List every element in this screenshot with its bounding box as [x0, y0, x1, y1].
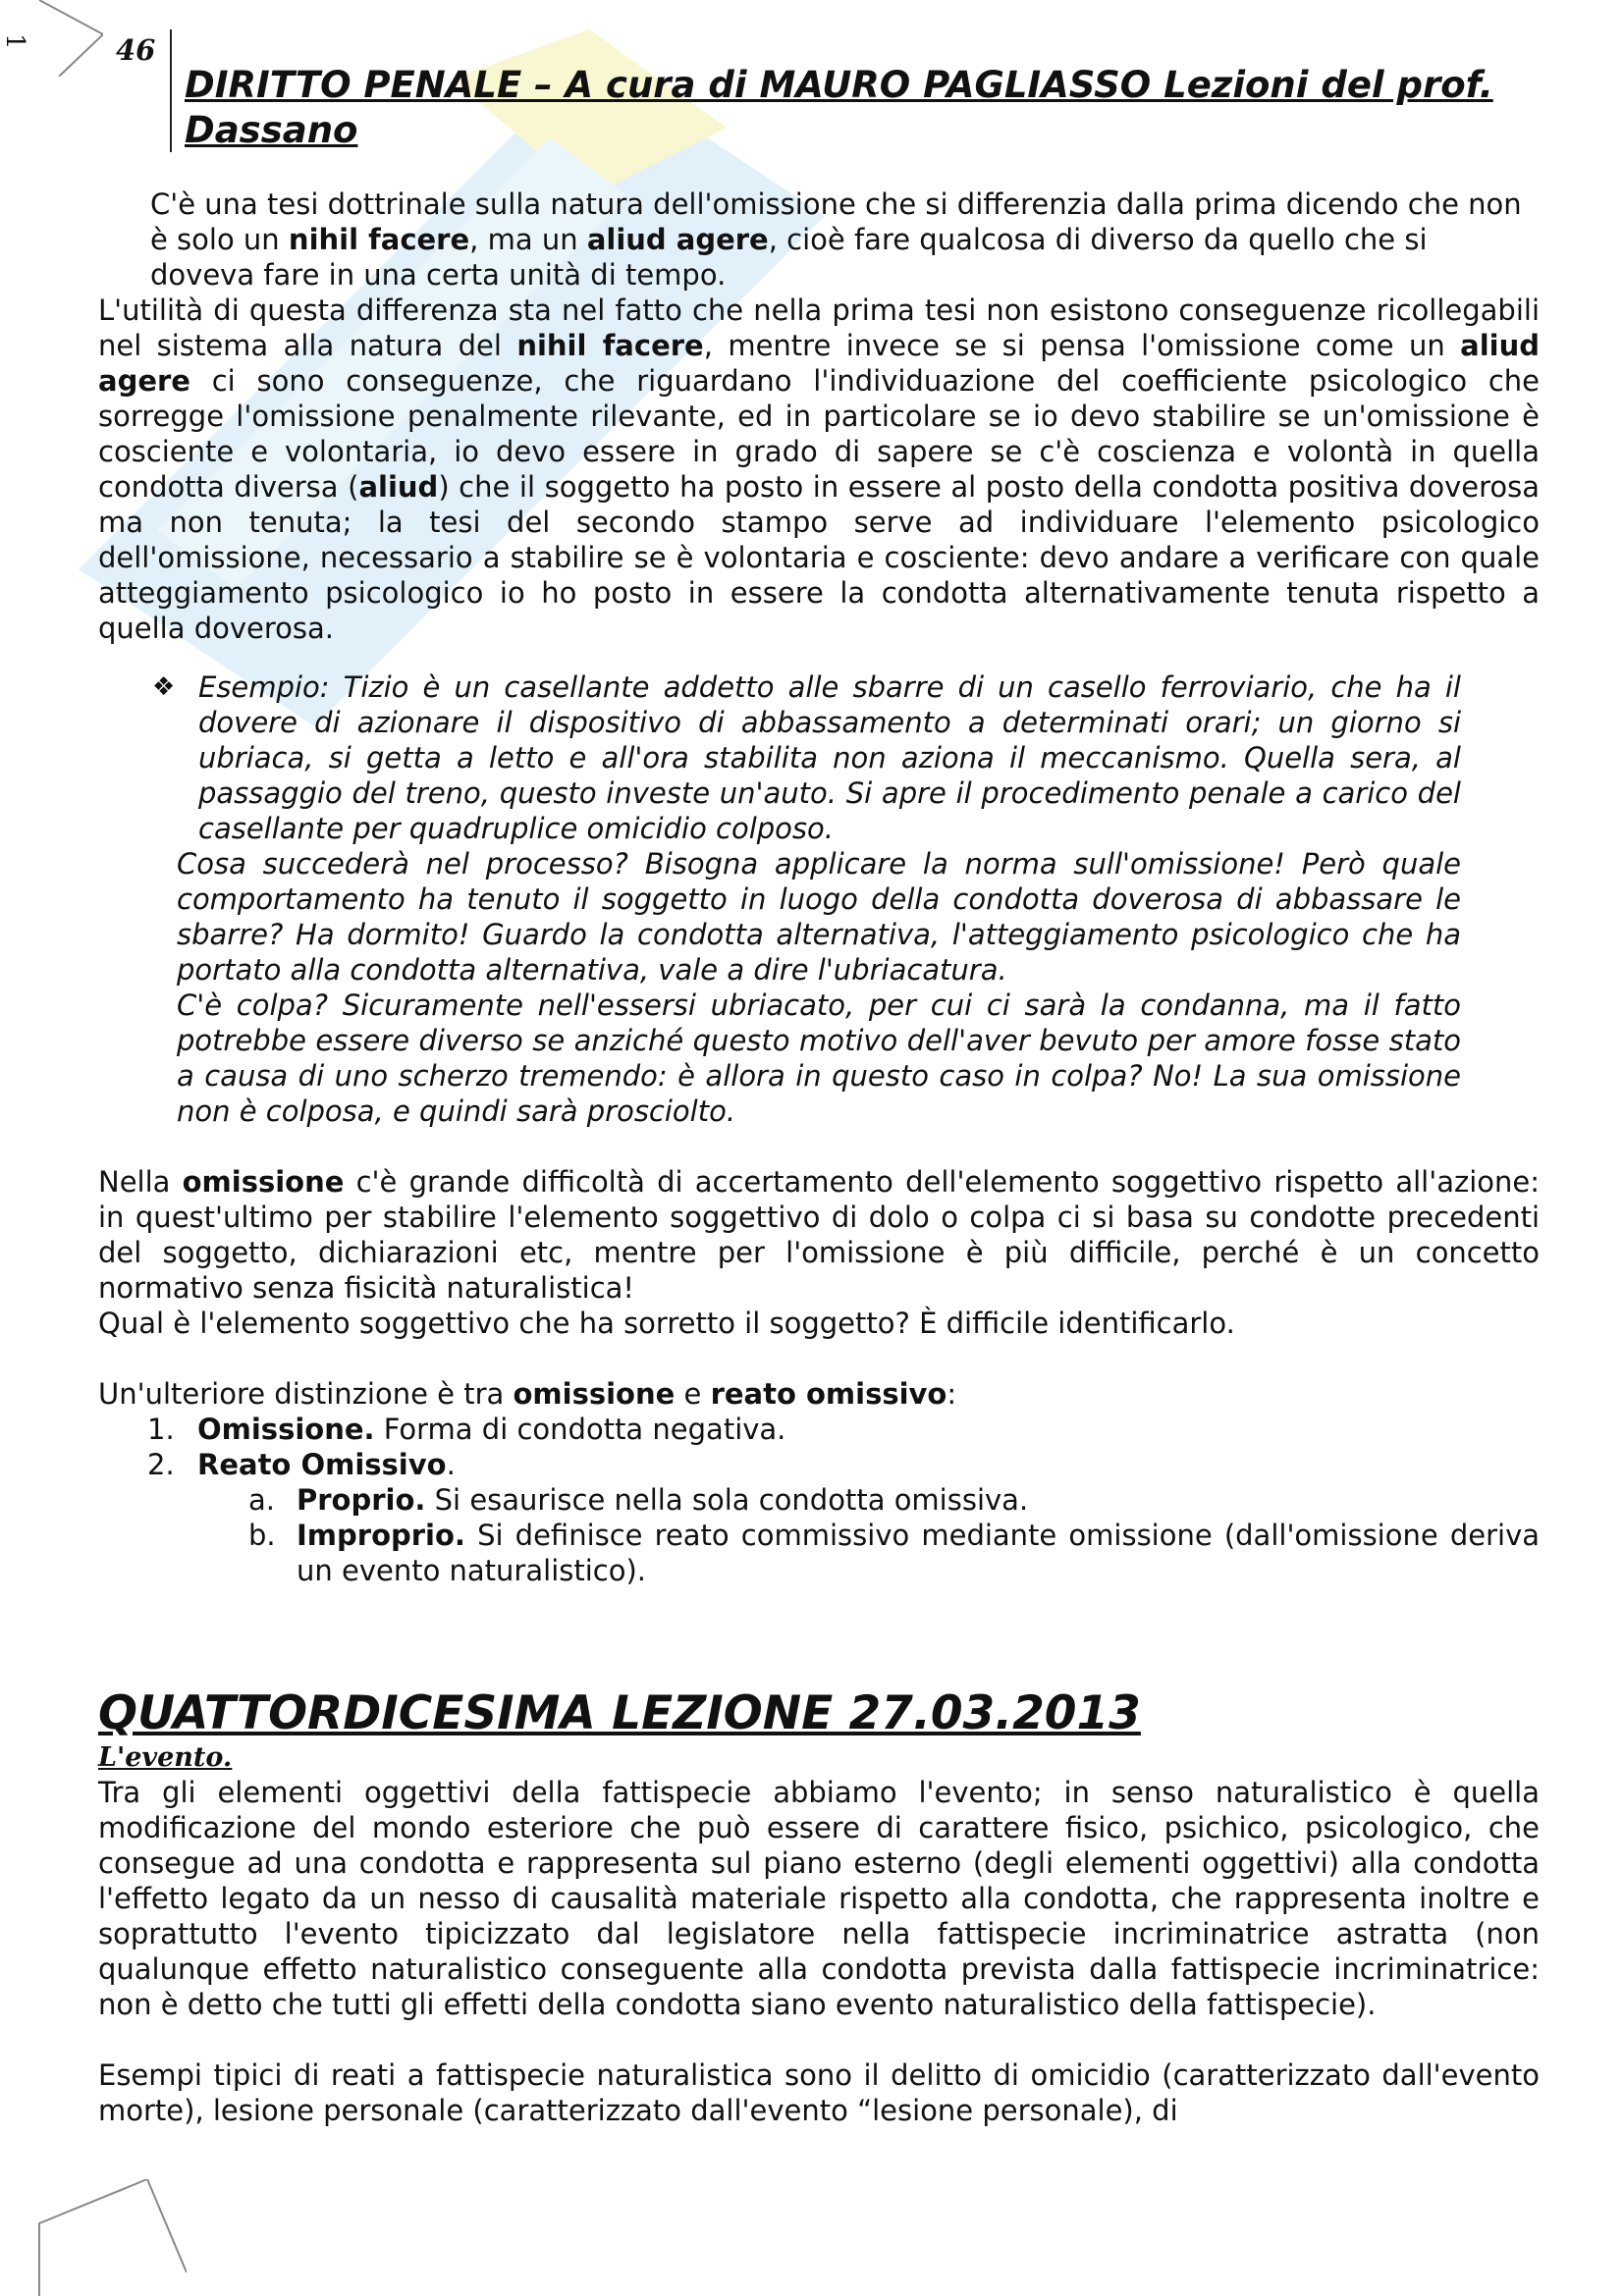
paragraph-esempi: Esempi tipici di reati a fattispecie naturalistica sono il delitto di omicidio (caratterizzato dall'evento morte), lesione personale (caratterizzato dall'evento “lesione personale), di	[98, 2058, 1540, 2127]
bold-term: omissione	[513, 1377, 676, 1411]
bold-term: nihil facere	[288, 223, 470, 256]
bold-term: Omissione.	[197, 1413, 375, 1446]
bold-term: nihil facere	[516, 329, 704, 362]
list-marker: 1.	[147, 1413, 175, 1446]
bold-term: aliud	[358, 470, 439, 504]
paragraph-distinzione	[98, 1376, 1540, 1412]
bold-term: omissione	[182, 1165, 345, 1199]
paragraph-utilita	[98, 293, 1540, 646]
example-bullet	[98, 669, 1540, 846]
text: .	[446, 1448, 456, 1481]
subsection-title: L'evento.	[98, 1742, 233, 1773]
header-title: DIRITTO PENALE – A cura di MAURO PAGLIASSO Lezioni del prof. Dassano	[185, 64, 1493, 151]
bold-term: Proprio.	[297, 1483, 426, 1517]
sublist-item	[98, 1482, 1540, 1518]
diamond-bullet-icon: ❖	[152, 672, 176, 702]
text: , cioè fare qualcosa di diverso da quello che si doveva fare in una certa unità di tempo.	[150, 223, 1428, 292]
bold-term: Reato Omissivo	[197, 1448, 447, 1481]
bold-term: aliud agere	[98, 329, 1540, 398]
example-text: Esempio: Tizio è un casellante addetto alle sbarre di un casello ferroviario, che ha il dovere di azionare il dispositivo di abbassamento a determinati orari; un giorno si ubriaca, si getta a letto e all'ora stabilita non aziona il meccanismo. Quella sera, al passaggio del treno, questo investe un'auto. Si apre il procedimento penale a carico del casellante per quadruplice omicidio colposo.	[198, 670, 1461, 845]
side-mark: 1	[0, 33, 29, 50]
document-body	[98, 187, 1540, 2128]
list-marker: a.	[248, 1483, 275, 1517]
page-corner-mark-bottom	[0, 2179, 187, 2296]
text: Nella	[98, 1165, 183, 1199]
text: ci sono conseguenze, che riguardano l'individuazione del coefficiente psicologico che sorregge l'omissione penalmente rilevante, ed in particolare se io devo stabilire se un'omissione è cosciente e volontaria, io devo essere in grado di sapere se c'è coscienza e volontà in quella condotta diversa (	[98, 364, 1540, 504]
example-continuation: C'è colpa? Sicuramente nell'essersi ubriacato, per cui ci sarà la condanna, ma il fatto potrebbe essere diverso se anziché questo motivo dell'aver bevuto per amore fosse stato a causa di uno scherzo tremendo: è allora in questo caso in colpa? No! La sua omissione non è colposa, e quindi sarà prosciolto.	[177, 988, 1461, 1128]
example-continuation: Cosa succederà nel processo? Bisogna applicare la norma sull'omissione! Però quale comportamento ha tenuto il soggetto in luogo della condotta doverosa di abbassare le sbarre? Ha dormito! Guardo la condotta alternativa, l'atteggiamento psicologico che ha portato alla condotta alternativa, vale a dire l'ubriacatura.	[177, 847, 1461, 987]
list-item	[98, 1412, 1540, 1447]
text: Un'ulteriore distinzione è tra	[98, 1377, 514, 1411]
text: C'è una tesi dottrinale sulla natura dell'omissione che si differenzia dalla prima dicendo che non è solo un	[150, 187, 1522, 256]
text: Forma di condotta negativa.	[374, 1413, 786, 1446]
page-number: 46	[116, 33, 156, 67]
bold-term: aliud agere	[586, 223, 769, 256]
text: c'è grande difficoltà di accertamento dell'elemento soggettivo rispetto all'azione: in quest'ultimo per stabilire l'elemento soggettivo di dolo o colpa ci si basa su condotte precedenti del soggetto, dichiarazioni etc, mentre per l'omissione è più difficile, perché è un concetto normativo senza fisicità naturalistica!	[98, 1165, 1540, 1305]
text: L'utilità di questa differenza sta nel fatto che nella prima tesi non esistono conseguenze ricollegabili nel sistema alla natura del	[98, 294, 1540, 362]
list-marker: b.	[248, 1519, 276, 1552]
text: Si definisce reato commissivo mediante omissione (dall'omissione deriva un evento naturalistico).	[297, 1519, 1540, 1587]
header-divider	[170, 29, 172, 152]
text: , mentre invece se si pensa l'omissione come un	[703, 329, 1461, 362]
section-title: QUATTORDICESIMA LEZIONE 27.03.2013	[98, 1686, 1141, 1740]
sublist-item	[98, 1518, 1540, 1588]
list-marker: 2.	[147, 1448, 175, 1481]
text: ) che il soggetto ha posto in essere al posto della condotta positiva doverosa ma non tenuta; la tesi del secondo stampo serve ad individuare l'elemento psicologico dell'omissione, necessario a stabilire se è volontaria e cosciente: devo andare a verificare con quale atteggiamento psicologico io ho posto in essere la condotta alternativamente tenuta rispetto a quella doverosa.	[98, 470, 1540, 645]
text: , ma un	[469, 223, 587, 256]
paragraph-question: Qual è l'elemento soggettivo che ha sorretto il soggetto? È difficile identificarlo.	[98, 1307, 1235, 1340]
list-item	[98, 1447, 1540, 1482]
paragraph-omissione	[98, 1164, 1540, 1306]
bold-term: Improprio.	[297, 1519, 465, 1552]
text: Si esaurisce nella sola condotta omissiva.	[425, 1483, 1029, 1517]
paragraph-tesi	[98, 187, 1540, 293]
bold-term: reato omissivo	[710, 1377, 947, 1411]
text: :	[947, 1377, 957, 1411]
paragraph-evento: Tra gli elementi oggettivi della fattispecie abbiamo l'evento; in senso naturalistico è quella modificazione del mondo esteriore che può essere di carattere fisico, psichico, psicologico, che consegue ad una condotta e rappresenta sul piano esterno (degli elementi oggettivi) alla condotta l'effetto legato da un nesso di causalità materiale rispetto alla condotta, che rappresenta inoltre e soprattutto l'evento tipicizzato dal legislatore nella fattispecie incriminatrice astratta (non qualunque effetto naturalistico conseguente alla condotta prevista dalla fattispecie incriminatrice: non è detto che tutti gli effetti della condotta siano evento naturalistico della fattispecie).	[98, 1776, 1540, 2021]
text: e	[675, 1377, 711, 1411]
